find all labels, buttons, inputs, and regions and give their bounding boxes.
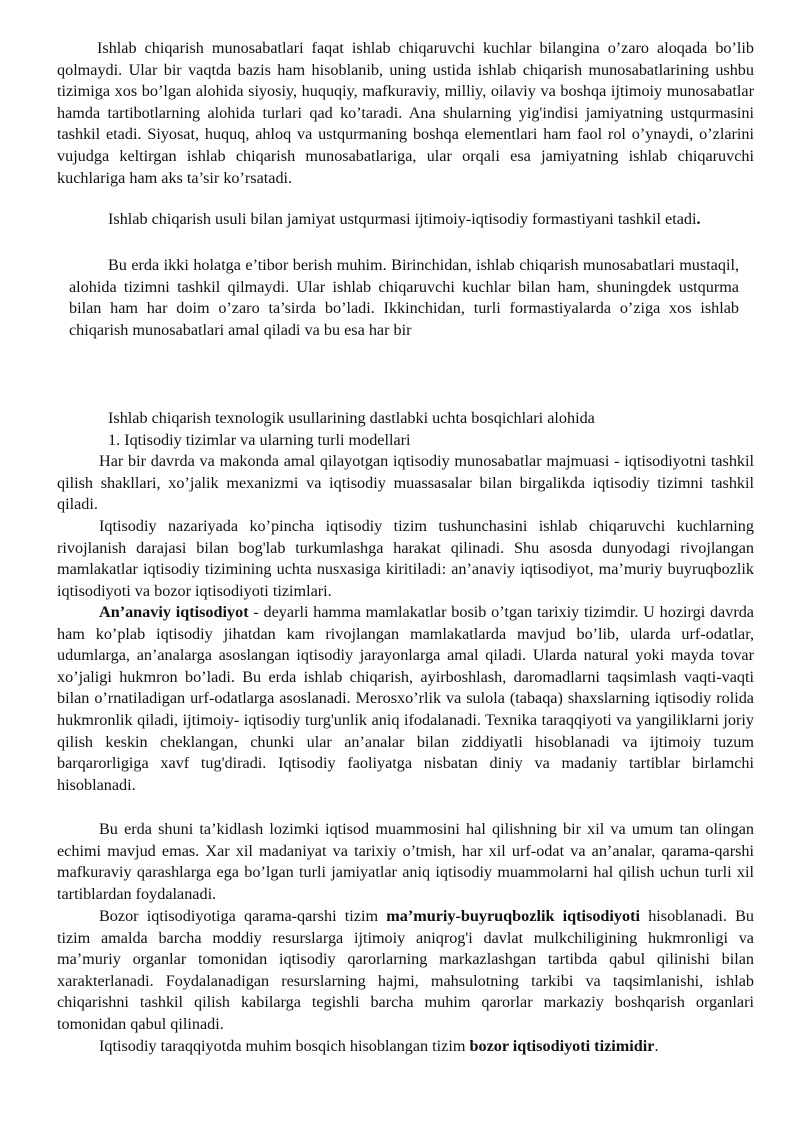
term-market-economy: bozor iqtisodiyoti tizimidir: [469, 1037, 655, 1055]
paragraph-production-method: [69, 209, 739, 231]
paragraph-market-economy: [57, 1036, 777, 1058]
paragraph-command-economy-intro: Bozor iqtisodiyotiga qarama-qarshi tizim: [99, 907, 387, 925]
paragraph-two-conditions: Bu erda ikki holatga e’tibor berish muhim. Birinchidan, ishlab chiqarish munosabatlari mustaqil, alohida tizimni tashkil qilmaydi. Ular ishlab chiqaruvchi kuchlar bilan ham, shuningdek ustqurma bilan ham har doim o’zaro ta’sirda bo’ladi. Ikkinchidan, turli formastiyalarda o’ziga xos ishlab chiqarish munosabatlari amal qiladi va bu esa har bir: [69, 256, 739, 339]
paragraph-production-relations: Ishlab chiqarish munosabatlari faqat ishlab chiqaruvchi kuchlar bilangina o’zaro aloqada bo’lib qolmaydi. Ular bir vaqtda bazis ham hisoblanib, uning ustida ishlab chiqarish munosabatlarining ushbu tizimiga xos bo’lgan alohida siyosiy, huquqiy, mafkuraviy, milliy, oilaviy va boshqa ijtimoiy munosabatlar hamda tartibotlarning alohida turlari qad ko’taradi. Ana shularning yig'indisi jamiyatning ustqurmasini tashkil etadi. Siyosat, huquq, ahloq va ustqurmaning boshqa elementlari ham faol rol o’ynaydi, o’zlarini vujudga keltirgan ishlab chiqarish munosabatlariga, ular orqali esa jamiyatning ishlab chiqaruvchi kuchlariga ham aks ta’sir ko’rsatadi.: [57, 39, 754, 187]
paragraph-production-method-dot: .: [696, 210, 701, 228]
term-traditional-economy: An’anaviy iqtisodiyot: [99, 603, 249, 621]
paragraph-economic-theory: Iqtisodiy nazariyada ko’pincha iqtisodiy tizim tushunchasini ishlab chiqaruvchi kuchlarning rivojlanish darajasi bilan bog'lab turkumlashga harakat qilinadi. Shu asosda dunyodagi rivojlangan mamlakatlar iqtisodiy tizimining uchta nusxasiga kiritiladi: an’anaviy iqtisodiyot, ma’muriy buyruqbozlik iqtisodiyoti va bozor iqtisodiyoti tizimlari.: [57, 517, 754, 600]
term-command-economy: ma’muriy-buyruqbozlik iqtisodiyoti: [386, 907, 640, 925]
paragraph-economic-system-definition: Har bir davrda va makonda amal qilayotgan iqtisodiy munosabatlar majmuasi - iqtisodiyotni tashkil qilish shakllari, xo’jalik mexanizmi va iqtisodiy muassasalar bilan birgalikda iqtisodiy tizimni tashkil qiladi.: [57, 452, 754, 514]
paragraph-traditional-economy: [57, 602, 754, 796]
paragraph-command-economy-text: hisoblanadi. Bu tizim amalda barcha moddiy resurslarga ijtimoiy aniqrog'i davlat mulkchiligining hukmronligi va ma’muriy organlar tomonidan iqtisodiy qarorlarning markazlashgan tartibda qabul qilinishi bilan xarakterlanadi. Foydalanadigan resurslarning hajmi, mahsulotning tarkibi va taqsimlanishi, ishlab chiqarishni tashkil qilish kabilarga tegishli barcha muhim qarorlar markaziy boshqarish organlari tomonidan qabul qilinadi.: [57, 907, 754, 1033]
section-heading-economic-systems: 1. Iqtisodiy tizimlar va ularning turli modellari: [108, 431, 411, 449]
paragraph-traditional-economy-text: - deyarli hamma mamlakatlar bosib o’tgan tarixiy tizimdir. U hozirgi davrda ham ko’plab iqtisodiy jihatdan kam rivojlangan mamlakatlarda mavjud bo’lib, ularda urf-odatlar, udumlarga, an’analarga asoslangan iqtisodiy jarayonlarga amal qiladi. Ularda natural yoki mayda tovar xo’jaligi hukmron bo’ladi. Bu erda ishlab chiqarish, ayirboshlash, daromadlarni taqsimlash vaqti-vaqti bilan o’rnatiladigan urf-odatlarga asoslanadi. Merosxo’rlik va sulola (tabaqa) shaxslarning iqtisodiy rolida hukmronlik qiladi, ijtimoiy- iqtisodiy turg'unlik aniq ifodalanadi. Texnika taraqqiyoti va yangiliklarni joriy qilish keskin cheklangan, chunki ular an’analar bilan ziddiyatli hisoblanadi va ijtimoiy tuzum barqarorligiga xavf tug'diradi. Iqtisodiy faoliyatga nisbatan diniy va madaniy tartiblar birlamchi hisoblanadi.: [57, 603, 754, 794]
paragraph-market-economy-intro: Iqtisodiy taraqqiyotda muhim bosqich hisoblangan tizim: [99, 1037, 470, 1055]
line-technological-stages: Ishlab chiqarish texnologik usullarining dastlabki uchta bosqichlari alohida: [108, 409, 595, 427]
paragraph-production-method-text: Ishlab chiqarish usuli bilan jamiyat ustqurmasi ijtimoiy-iqtisodiy formastiyani tashkil etadi: [108, 210, 697, 228]
paragraph-no-uniform-solution: Bu erda shuni ta’kidlash lozimki iqtisod muammosini hal qilishning bir xil va umum tan olingan echimi mavjud emas. Xar xil madaniyat va tarixiy o’tmish, har xil urf-odat va an’analar, qarama-qarshi mafkuraviy qarashlarga ega bo’lgan turli jamiyatlar aniq iqtisodiy muammolarni hal qilish uchun turli xil tartiblardan foydalanadi.: [57, 820, 754, 903]
paragraph-market-economy-end: .: [654, 1037, 659, 1055]
paragraph-command-economy: [57, 906, 754, 1036]
